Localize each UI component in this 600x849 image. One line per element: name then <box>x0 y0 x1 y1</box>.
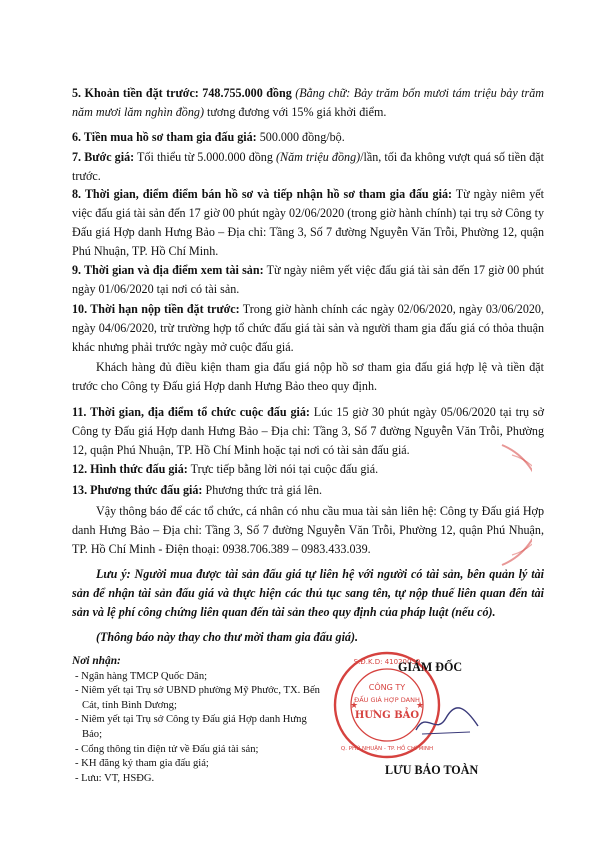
stamp-code: S.Đ.K.D: 41020039 <box>353 658 421 666</box>
stamp-line2: ĐẤU GIÁ HỢP DANH <box>354 696 420 704</box>
recipient-item: - Lưu: VT, HSĐG. <box>75 772 155 784</box>
star-icon: ★ <box>416 701 425 711</box>
star-icon: ★ <box>350 701 359 711</box>
item-5: 5. Khoản tiền đặt trước: 748.755.000 đồng (Bằng chữ: Bảy trăm bốn mươi tám triệu bảy trăm năm mươi lăm nghìn đồng) tương đương với 15% giá khởi điểm. <box>72 86 545 119</box>
item-8: 8. Thời gian, điểm điểm bán hồ sơ và tiếp nhận hồ sơ tham gia đấu giá: Từ ngày niêm yết việc đấu giá tài sản đến 17 giờ 00 phút ngày 02/06/2020 (trong giờ hành chính) tại trụ sở Công ty Đấu giá Hợp danh Hưng Bảo – Địa chỉ: Tầng 3, Số 7 đường Nguyễn Văn Trỗi, Phường 12, quận Phú Nhuận, TP. Hồ Chí Minh. <box>72 187 545 258</box>
item-6: 6. Tiền mua hồ sơ tham gia đấu giá: 500.000 đồng/bộ. <box>72 130 345 144</box>
stamp-line1: CÔNG TY <box>368 683 406 692</box>
recipient-item: - Ngân hàng TMCP Quốc Dân; <box>75 670 208 682</box>
stamp-line3: HƯNG BẢO <box>354 710 420 721</box>
recipients-block <box>72 654 322 786</box>
item-13: 13. Phương thức đấu giá: Phương thức trả giá lên. <box>72 483 323 497</box>
eligibility-paragraph: Khách hàng đủ điều kiện tham gia đấu giá nộp hồ sơ tham gia đấu giá hợp lệ và tiền đặt trước cho Công ty Đấu giá Hợp danh Hưng Bảo theo quy định. <box>72 360 544 393</box>
item-9: 9. Thời gian và địa điểm xem tài sản: Từ ngày niêm yết việc đấu giá tài sản đến 17 giờ 00 phút ngày 01/06/2020 tại nơi có tài sản. <box>72 263 544 296</box>
recipient-item: - Niêm yết tại Trụ sở Công ty Đấu giá Hợp danh Hưng Bảo; <box>75 714 307 740</box>
contact-paragraph: Vậy thông báo để các tổ chức, cá nhân có nhu cầu mua tài sản liên hệ: Công ty Đấu giá Hợp danh Hưng Bảo – Địa chỉ: Tầng 3, Số 7 đường Nguyễn Văn Trỗi, Phường 12, quận Phú Nhuận, TP. Hồ Chí Minh - Điện thoại: 0938.706.389 – 0983.433.039. <box>72 504 544 556</box>
handwritten-signature <box>412 702 482 742</box>
signer-title: GIÁM ĐỐC <box>398 660 463 674</box>
recipient-item: - Cổng thông tin điện tử về Đấu giá tài sản; <box>75 743 259 755</box>
recipient-item: - Niêm yết tại Trụ sở UBND phường Mỹ Phước, TX. Bến Cát, tỉnh Bình Dương; <box>75 685 320 711</box>
recipient-item: - KH đăng ký tham gia đấu giá; <box>75 758 209 770</box>
replace-notice: (Thông báo này thay cho thư mời tham gia đấu giá). <box>96 630 359 644</box>
item-12: 12. Hình thức đấu giá: Trực tiếp bằng lời nói tại cuộc đấu giá. <box>72 462 379 476</box>
item-7: 7. Bước giá: Tối thiểu từ 5.000.000 đồng (Năm triệu đồng)/lần, tối đa không vượt quá số tiền đặt trước. <box>72 150 545 183</box>
recipients-title: Nơi nhận: <box>72 655 121 667</box>
item-10: 10. Thời hạn nộp tiền đặt trước: Trong giờ hành chính các ngày 02/06/2020, ngày 03/06/2020, ngày 04/06/2020, trừ trường hợp tổ chức đấu giá tài sản và người tham gia đấu giá có thỏa thuận khác nhưng phải trước ngày mở cuộc đấu giá. <box>72 302 544 354</box>
note-paragraph: Lưu ý: Người mua được tài sản đấu giá tự liên hệ với người có tài sản, bên quản lý tài sản để nhận tài sản đấu giá và thực hiện các thủ tục sang tên, tự nộp thuế liên quan đến tài sản và lệ phí công chứng liên quan đến tài sản theo quy định của pháp luật (nếu có). <box>72 567 544 619</box>
partial-stamp-mark <box>442 440 532 570</box>
item-11: 11. Thời gian, địa điểm tổ chức cuộc đấu giá: Lúc 15 giờ 30 phút ngày 05/06/2020 tại trụ sở Công ty Đấu giá Hợp danh Hưng Bảo – Địa chỉ: Tầng 3, Số 7 đường Nguyễn Văn Trỗi, Phường 12, quận Phú Nhuận, TP. Hồ Chí Minh hoặc tại nơi có tài sản đấu giá. <box>72 405 544 457</box>
signer-name: LƯU BẢO TOÀN <box>385 763 479 777</box>
stamp-bottom: Q. PHÚ NHUẬN - TP. HỒ CHÍ MINH <box>340 746 434 752</box>
